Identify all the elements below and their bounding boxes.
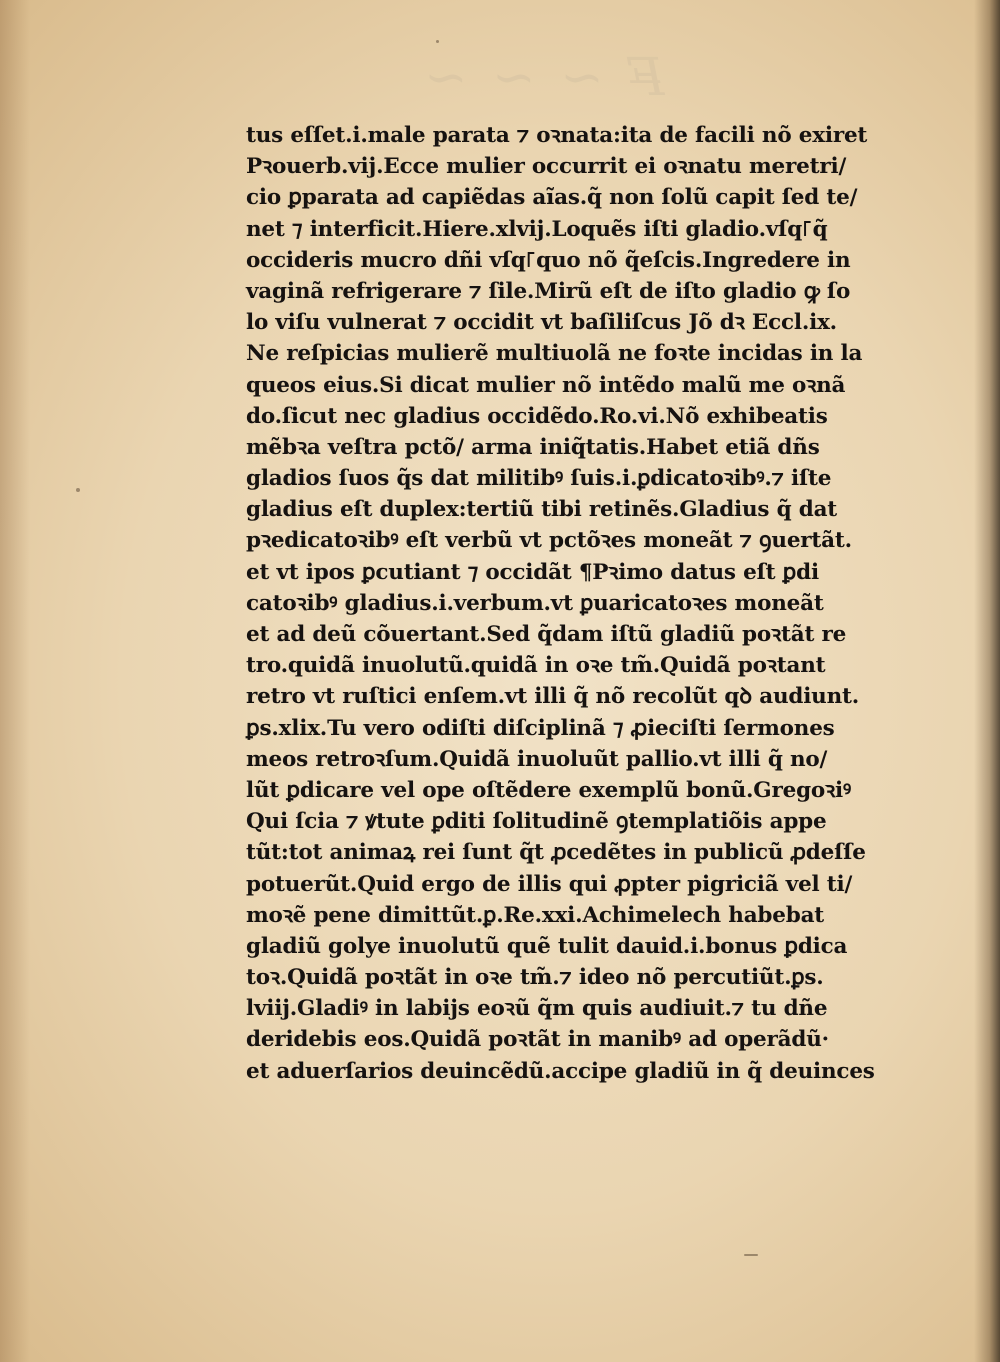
text-line: vaginã refrigerare ⁊ ſile.Mirũ eſt de iſto gladio ꝙ ſo [246,278,851,304]
text-line: et aduerſarios deuincẽdũ.accipe gladiũ in q̃ deuinces [246,1058,875,1084]
text-line: tus eſſet.i.male parata ⁊ oꝛnata:ita de facili nõ exiret [246,123,868,148]
text-line: et ad deũ cõuertant.Sed q̃dam iſtũ gladiũ poꝛtãt re [246,622,847,647]
text-line: do.ſicut nec gladius occidẽdo.Ro.vi.Nõ exhibeatis [246,403,828,429]
text-line: gladios ſuos q̃s dat militibꝰ ſuis.i.ꝑdicatoꝛibꝰ.⁊ iſte [246,466,832,492]
page-shadow-left [0,0,30,1362]
show-through-header: F̶ ~ ~ ~ [420,48,665,108]
text-line: catoꝛibꝰ gladius.i.verbum.vt ꝑuaricatoꝛes moneãt [246,590,824,616]
text-line: queos eius.Si dicat mulier nõ intẽdo malũ me oꝛnã [246,372,846,398]
text-line: moꝛẽ pene dimittũt.ꝑ.Re.xxi.Achimelech habebat [246,902,825,928]
text-line: meos retroꝛſum.Quidã inuoluũt pallio.vt illi q̃ no/ [246,746,828,772]
text-line: gladiũ golye inuolutũ quẽ tulit dauid.i.bonus ꝑdica [246,933,848,959]
text-line: Ne reſpicias mulierẽ multiuolã ne foꝛte incidas in la [246,341,863,367]
text-line: toꝛ.Quidã poꝛtãt in oꝛe tm̃.⁊ ideo nõ percutiũt.ꝑs. [246,965,824,991]
text-line: occideris mucro dñi vſq꜒quo nõ q̃eſcis.Ingredere in [246,247,851,273]
text-column [246,120,906,1087]
ink-speck [76,488,80,492]
text-line: cio ꝑparata ad capiẽdas aĩas.q̃ non ſolũ capit ſed te/ [246,185,858,211]
text-line: Pꝛouerb.vij.Ecce mulier occurrit ei oꝛnatu meretri/ [246,154,847,180]
text-line: lo viſu vulnerat ⁊ occidit vt baſiliſcus Jõ dꝛ Eccl.ix. [246,310,837,336]
text-line: ꝑs.xlix.Tu vero odiſti diſciplinã ⁊ ꝓieciſti ſermones [246,715,835,741]
text-line: et vt ipos ꝑcutiant ⁊ occidãt ¶Pꝛimo datus eſt ꝑdi [246,559,819,585]
text-line: gladius eſt duplex:tertiũ tibi retinẽs.Gladius q̃ dat [246,497,838,523]
text-line: lviij.Gladiꝰ in labijs eoꝛũ q̃m quis audiuit.⁊ tu dñe [246,996,828,1022]
text-line: mẽbꝛa veſtra pctõ/ arma iniq̃tatis.Habet etiã dñs [246,434,820,460]
text-line: pꝛedicatoꝛibꝰ eſt verbũ vt pctõꝛes moneãt ⁊ ꝯuertãt. [246,528,852,554]
text-line: tro.quidã inuolutũ.quidã in oꝛe tm̃.Quidã poꝛtant [246,653,826,679]
text-line: tũt:tot animaꝝ rei ſunt q̃t ꝓcedẽtes in publicũ ꝓdeſſe [246,840,866,866]
ink-speck [436,40,439,43]
text-line: lũt ꝑdicare vel ope oſtẽdere exemplũ bonũ.Gregoꝛiꝰ [246,777,852,803]
ink-speck [744,1254,758,1256]
page-edge-right [974,0,1000,1362]
text-line: potuerũt.Quid ergo de illis qui ꝓpter pigriciã vel ti/ [246,871,853,897]
text-line: Qui ſcia ⁊ ꝟtute ꝑditi ſolitudinẽ ꝯtemplatiõis appe [246,809,827,835]
text-line: deridebis eos.Quidã poꝛtãt in manibꝰ ad operãdũ· [246,1027,829,1053]
text-line: retro vt ruſtici enſem.vt illi q̃ nõ recolũt qꝺ audiunt. [246,684,860,710]
text-line: net ⁊ interficit.Hiere.xlvij.Loquẽs iſti gladio.vſq꜒q̃ [246,216,828,242]
